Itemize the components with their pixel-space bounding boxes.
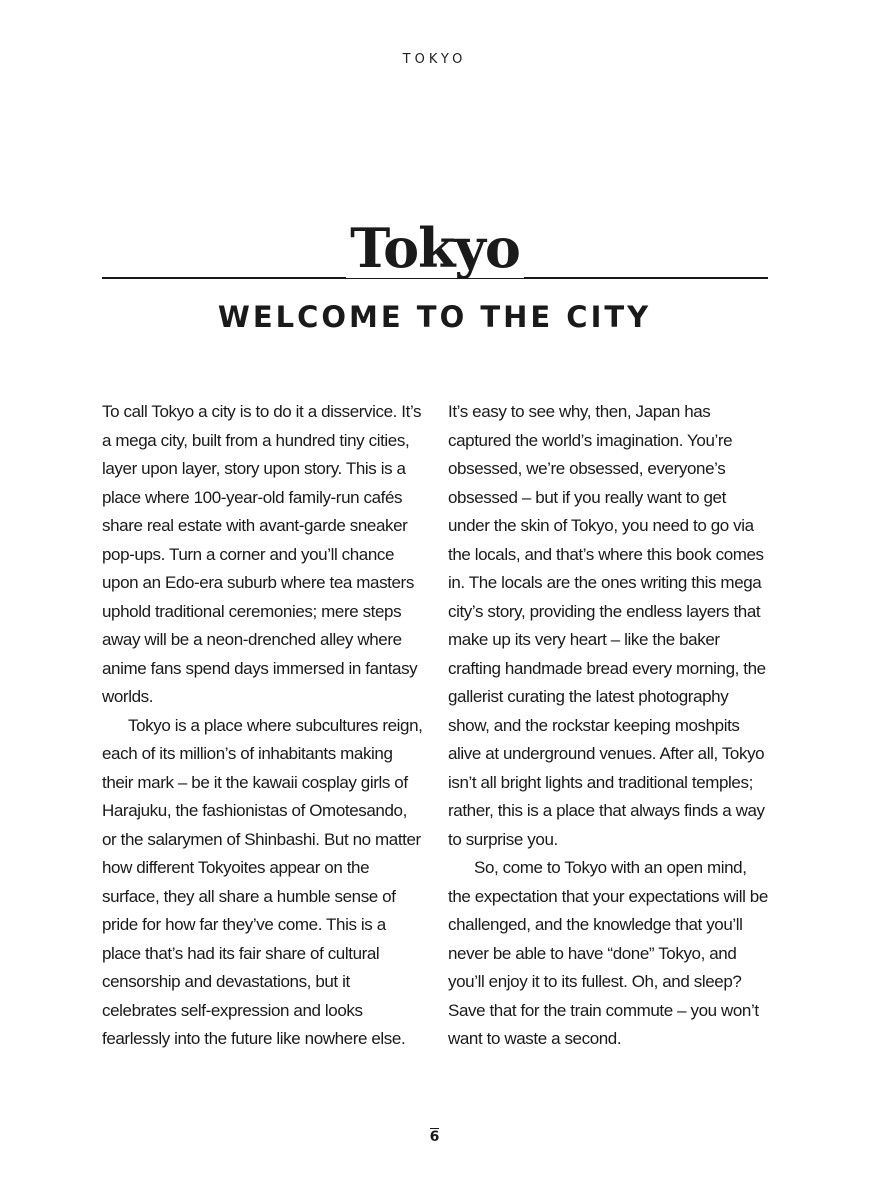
right-paragraph-2: So, come to Tokyo with an open mind, the expectation that your expectations will be challenged, and the knowledge that you’ll never be able to have “done” Tokyo, and you’ll enjoy it to its fullest. Oh, and sleep? Save that for the train commute – you won’t want to waste a second. [448,858,768,1048]
left-paragraph-1: To call Tokyo a city is to do it a disservice. It’s a mega city, built from a hundred tiny cities, layer upon layer, story upon story. This is a place where 100-year-old family-run cafés share real estate with avant-garde sneaker pop-ups. Turn a corner and you’ll chance upon an Edo-era suburb where tea masters uphold traditional ceremonies; mere steps away will be a neon-drenched alley where anime fans spend days immersed in fantasy worlds. [102,402,422,706]
page-subtitle: WELCOME TO THE CITY [217,300,652,334]
page-number-text: 6 [429,1129,440,1145]
running-header: TOKYO [402,52,467,67]
title-block [102,222,768,284]
right-column [448,398,770,1054]
page-number [0,1128,869,1145]
left-paragraph-2: Tokyo is a place where subcultures reign, each of its million’s of inhabitants making their mark – be it the kawaii cosplay girls of Harajuku, the fashionistas of Omotesando, or the salarymen of Shinbashi. But no matter how different Tokyoites appear on the surface, they all share a humble sense of pride for how far they’ve come. This is a place that’s had its fair share of cultural censorship and devastations, but it celebrates self-expression and looks fearlessly into the future like nowhere else. [102,715,423,1048]
left-column [102,398,424,1054]
page-title [102,222,768,290]
right-paragraph-1: It’s easy to see why, then, Japan has captured the world’s imagination. You’re obsessed, we’re obsessed, everyone’s obsessed – but if you really want to get under the skin of Tokyo, you need to go via the locals, and that’s where this book comes in. The locals are the ones writing this mega city’s story, providing the endless layers that make up its very heart – like the baker crafting handmade bread every morning, the gallerist curating the latest photography show, and the rockstar keeping moshpits alive at underground venues. After all, Tokyo isn’t all bright lights and traditional temples; rather, this is a place that always finds a way to surprise you. [448,402,766,849]
page-title-text: Tokyo [346,222,524,278]
